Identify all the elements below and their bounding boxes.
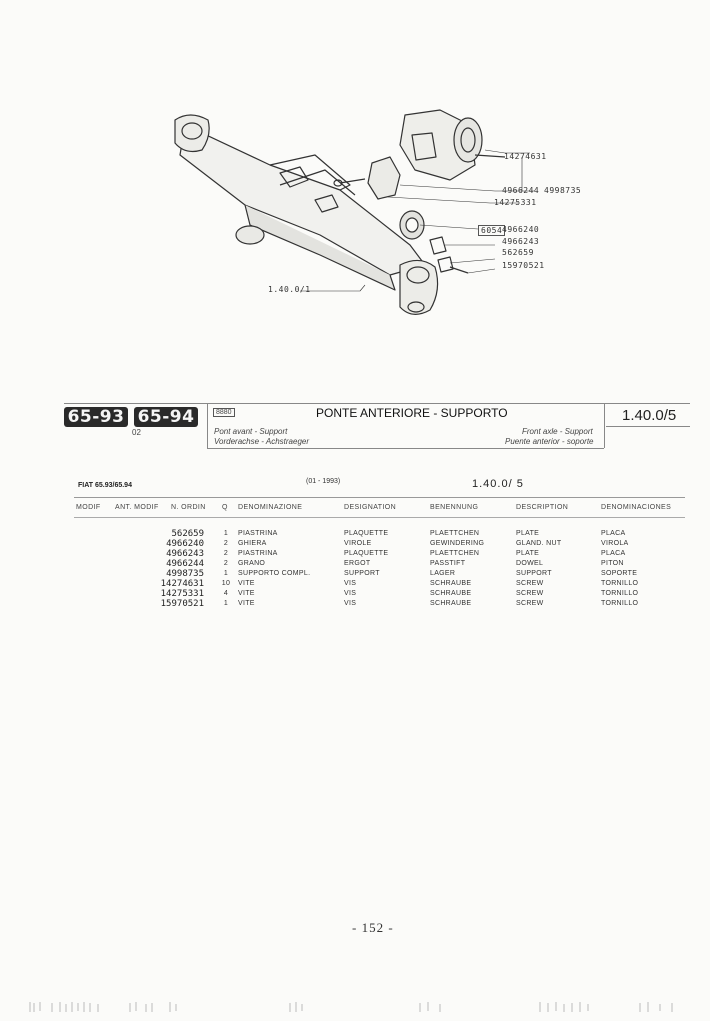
callout-14274631: 14274631 <box>504 152 547 161</box>
table-row <box>0 589 710 599</box>
part-name-es: VIROLA <box>601 540 629 547</box>
page-code-underline <box>606 426 690 427</box>
callout-562659: 562659 <box>502 248 534 257</box>
part-name-es: PLACA <box>601 550 626 557</box>
part-name-de: GEWINDERING <box>430 540 485 547</box>
col-n-ordin: N. ORDIN <box>171 504 206 511</box>
table-row <box>0 569 710 579</box>
header-ref-box: 8880 <box>213 408 235 417</box>
part-name-es: TORNILLO <box>601 600 639 607</box>
part-name-fr: VIROLE <box>344 540 372 547</box>
table-row <box>0 559 710 569</box>
part-name-en: SCREW <box>516 590 544 597</box>
model-badge-65-94: 65-94 <box>134 407 198 427</box>
part-name-fr: VIS <box>344 580 357 587</box>
callout-4966240: 4966240 <box>502 225 540 234</box>
part-name-fr: VIS <box>344 590 357 597</box>
col-q: Q <box>222 504 228 511</box>
callout-4966244: 4966244 <box>502 186 540 195</box>
part-name-it: VITE <box>238 590 255 597</box>
date-label: (01 - 1993) <box>306 478 341 485</box>
table-row <box>0 549 710 559</box>
part-qty: 1 <box>223 570 229 577</box>
callout-4966243: 4966243 <box>502 237 540 246</box>
subtitle-es: Puente anterior - soporte <box>505 437 594 446</box>
part-number: 4966240 <box>166 539 204 549</box>
part-number: 4966243 <box>166 549 204 559</box>
page-title: PONTE ANTERIORE - SUPPORTO <box>316 406 508 420</box>
part-name-en: SCREW <box>516 580 544 587</box>
part-name-fr: ERGOT <box>344 560 371 567</box>
part-name-fr: SUPPORT <box>344 570 380 577</box>
part-name-en: GLAND. NUT <box>516 540 562 547</box>
part-qty: 2 <box>223 540 229 547</box>
part-name-es: PLACA <box>601 530 626 537</box>
part-number: 4966244 <box>166 559 204 569</box>
header-divider-right <box>604 404 605 448</box>
part-number: 14274631 <box>160 579 204 589</box>
part-name-es: SOPORTE <box>601 570 638 577</box>
part-name-it: GRANO <box>238 560 266 567</box>
part-name-it: VITE <box>238 600 255 607</box>
part-qty: 4 <box>223 590 229 597</box>
col-description: DESCRIPTION <box>516 504 569 511</box>
part-name-en: DOWEL <box>516 560 544 567</box>
callout-ref-box: 6054 <box>478 225 505 236</box>
col-modif: MODIF <box>76 504 101 511</box>
part-number: 14275331 <box>160 589 204 599</box>
part-name-de: SCHRAUBE <box>430 590 472 597</box>
subtitle-en: Front axle - Support <box>522 427 593 436</box>
part-name-de: PLAETTCHEN <box>430 550 480 557</box>
table-top-rule <box>74 497 685 498</box>
section-label: 1.40.0/ 5 <box>472 478 524 490</box>
header-bottom-rule <box>207 448 604 449</box>
part-name-fr: VIS <box>344 600 357 607</box>
callout-4998735: 4998735 <box>544 186 582 195</box>
table-row <box>0 529 710 539</box>
part-qty: 1 <box>223 530 229 537</box>
subtitle-fr: Pont avant - Support <box>214 427 288 436</box>
col-benennung: BENENNUNG <box>430 504 479 511</box>
table-row <box>0 579 710 589</box>
table-row <box>0 539 710 549</box>
part-qty: 2 <box>223 550 229 557</box>
part-name-it: PIASTRINA <box>238 550 278 557</box>
part-name-es: TORNILLO <box>601 580 639 587</box>
subtitle-de: Vorderachse - Achstraeger <box>214 437 310 446</box>
col-denominaciones: DENOMINACIONES <box>601 504 672 511</box>
part-number: 562659 <box>171 529 204 539</box>
part-name-fr: PLAQUETTE <box>344 550 389 557</box>
callout-15970521: 15970521 <box>502 261 545 270</box>
part-name-fr: PLAQUETTE <box>344 530 389 537</box>
vehicle-label: FIAT 65.93/65.94 <box>78 482 132 489</box>
part-number: 4998735 <box>166 569 204 579</box>
part-name-es: TORNILLO <box>601 590 639 597</box>
part-qty: 10 <box>221 580 231 587</box>
part-name-it: PIASTRINA <box>238 530 278 537</box>
part-name-en: SUPPORT <box>516 570 552 577</box>
table-header-rule <box>74 517 685 518</box>
exploded-parts-diagram <box>150 95 610 335</box>
callout-14275331: 14275331 <box>494 198 537 207</box>
part-name-de: SCHRAUBE <box>430 600 472 607</box>
col-ant-modif: ANT. MODIF <box>115 504 159 511</box>
part-name-it: SUPPORTO COMPL. <box>238 570 311 577</box>
part-number: 15970521 <box>160 599 204 609</box>
part-name-de: SCHRAUBE <box>430 580 472 587</box>
part-name-de: LAGER <box>430 570 456 577</box>
scan-noise-strip <box>0 1000 710 1014</box>
table-row <box>0 599 710 609</box>
page-code: 1.40.0/5 <box>622 407 677 424</box>
model-badge-65-93: 65-93 <box>64 407 128 427</box>
part-qty: 1 <box>223 600 229 607</box>
part-name-de: PLAETTCHEN <box>430 530 480 537</box>
col-denominazione: DENOMINAZIONE <box>238 504 303 511</box>
part-name-en: SCREW <box>516 600 544 607</box>
part-name-it: VITE <box>238 580 255 587</box>
part-name-es: PITON <box>601 560 624 567</box>
page-number: - 152 - <box>352 920 394 935</box>
part-name-it: GHIERA <box>238 540 267 547</box>
header-top-rule <box>64 403 690 404</box>
part-qty: 2 <box>223 560 229 567</box>
group-code: 02 <box>132 428 141 437</box>
header-divider-left <box>207 404 208 448</box>
part-name-en: PLATE <box>516 530 540 537</box>
col-designation: DESIGNATION <box>344 504 397 511</box>
part-name-en: PLATE <box>516 550 540 557</box>
part-name-de: PASSTIFT <box>430 560 466 567</box>
callout-section-ref: 1.40.0/1 <box>268 285 311 294</box>
